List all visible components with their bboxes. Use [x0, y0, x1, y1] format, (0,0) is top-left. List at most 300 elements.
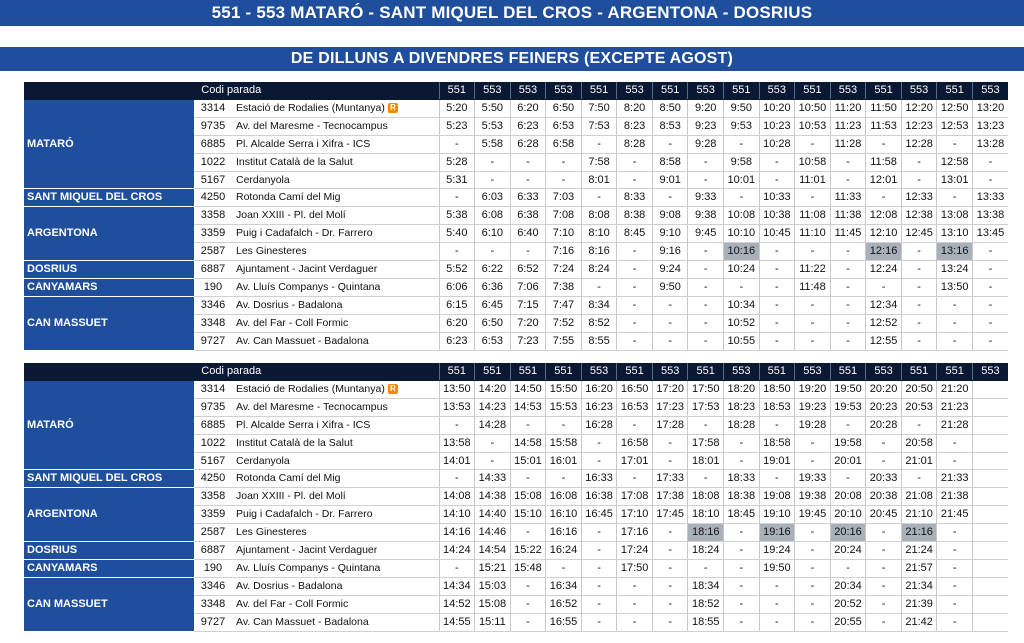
departure-time: - [546, 153, 582, 171]
departure-time: - [724, 595, 760, 613]
stop-name [232, 416, 439, 434]
departure-time: 14:24 [439, 542, 475, 560]
departure-time: 16:01 [546, 452, 582, 470]
departure-time: 9:53 [724, 117, 760, 135]
departure-time: - [475, 243, 511, 261]
departure-time: - [617, 613, 653, 631]
departure-time: 14:52 [439, 595, 475, 613]
line-number: 553 [475, 82, 511, 99]
departure-time: 16:24 [546, 542, 582, 560]
departure-time: - [510, 153, 546, 171]
departure-time: - [830, 171, 866, 189]
stop-name-text: Av. Dosrius - Badalona [236, 579, 343, 592]
departure-time: 19:50 [830, 380, 866, 398]
stop-code: 3358 [194, 207, 232, 225]
departure-time: - [866, 278, 902, 296]
departure-time: 7:38 [546, 278, 582, 296]
departure-time: - [795, 332, 831, 350]
departure-time: - [866, 542, 902, 560]
departure-time: - [795, 559, 831, 577]
departure-time: 14:20 [475, 380, 511, 398]
stop-row [24, 559, 1008, 577]
departure-time: 12:58 [937, 153, 973, 171]
departure-time: 17:53 [688, 398, 724, 416]
departure-time: 17:10 [617, 506, 653, 524]
departure-time: 6:10 [475, 225, 511, 243]
departure-time: 18:23 [724, 398, 760, 416]
departure-time: 8:58 [652, 153, 688, 171]
line-number: 551 [581, 82, 617, 99]
stop-code: 4250 [194, 470, 232, 488]
departure-time: 17:24 [617, 542, 653, 560]
zone-label: MATARÓ [24, 99, 194, 189]
stop-row [24, 380, 1008, 398]
departure-time: 8:50 [652, 99, 688, 117]
stop-name-text: Av. Lluís Companys - Quintana [236, 561, 381, 574]
departure-time: - [688, 153, 724, 171]
route-title-banner [0, 0, 1024, 26]
departure-time: - [759, 278, 795, 296]
route-name: MATARÓ - SANT MIQUEL DEL CROS - ARGENTONA - DOSRIUS [290, 3, 813, 22]
departure-time: 13:53 [439, 398, 475, 416]
departure-time: 20:08 [830, 488, 866, 506]
departure-time: 14:33 [475, 470, 511, 488]
departure-time: - [830, 314, 866, 332]
departure-time: - [439, 135, 475, 153]
departure-time: 20:33 [866, 470, 902, 488]
departure-time: - [795, 243, 831, 261]
stop-code: 1022 [194, 153, 232, 171]
departure-time: 8:28 [617, 135, 653, 153]
line-number: 553 [972, 82, 1008, 99]
departure-time: - [652, 452, 688, 470]
departure-time: - [439, 559, 475, 577]
departure-time: - [688, 243, 724, 261]
stop-name [232, 577, 439, 595]
departure-time: 10:58 [795, 153, 831, 171]
departure-time: 8:34 [581, 296, 617, 314]
stop-code: 190 [194, 278, 232, 296]
departure-time: 10:23 [759, 117, 795, 135]
departure-time: - [510, 416, 546, 434]
departure-time: 18:58 [759, 434, 795, 452]
departure-time: 21:33 [937, 470, 973, 488]
departure-time: - [581, 577, 617, 595]
departure-time: 8:55 [581, 332, 617, 350]
zone-label: DOSRIUS [24, 261, 194, 279]
departure-time: 21:42 [901, 613, 937, 631]
departure-time: 5:58 [475, 135, 511, 153]
departure-time: 16:50 [617, 380, 653, 398]
departure-time [972, 542, 1008, 560]
departure-time [972, 470, 1008, 488]
departure-time: 6:06 [439, 278, 475, 296]
stop-name-text: Institut Català de la Salut [236, 155, 353, 168]
departure-time: - [617, 332, 653, 350]
stop-name [232, 314, 439, 332]
departure-time: 16:38 [581, 488, 617, 506]
departure-time: - [688, 296, 724, 314]
departure-time: - [439, 243, 475, 261]
departure-time: 9:01 [652, 171, 688, 189]
line-number: 551 [901, 363, 937, 380]
stop-code: 9735 [194, 398, 232, 416]
departure-time: - [617, 261, 653, 279]
stop-name [232, 135, 439, 153]
departure-time: - [581, 559, 617, 577]
departure-time: - [759, 153, 795, 171]
stop-code: 6885 [194, 135, 232, 153]
departure-time: 16:16 [546, 524, 582, 542]
departure-time: 6:52 [510, 261, 546, 279]
departure-time: - [475, 153, 511, 171]
departure-time: 12:45 [901, 225, 937, 243]
departure-time [972, 595, 1008, 613]
departure-time: 11:08 [795, 207, 831, 225]
departure-time: - [475, 452, 511, 470]
departure-time: - [795, 314, 831, 332]
departure-time: 20:58 [901, 434, 937, 452]
stop-name [232, 613, 439, 631]
stop-code: 9735 [194, 117, 232, 135]
departure-time: 16:55 [546, 613, 582, 631]
stop-code: 3314 [194, 380, 232, 398]
line-number: 551 [688, 363, 724, 380]
stop-code: 6887 [194, 261, 232, 279]
departure-time: - [901, 470, 937, 488]
departure-time: - [901, 243, 937, 261]
departure-time: 12:08 [866, 207, 902, 225]
departure-time: 16:28 [581, 416, 617, 434]
stop-row [24, 261, 1008, 279]
departure-time: - [510, 171, 546, 189]
departure-time: 5:38 [439, 207, 475, 225]
stop-row [24, 470, 1008, 488]
departure-time: 8:45 [617, 225, 653, 243]
departure-time: - [937, 135, 973, 153]
departure-time: - [866, 135, 902, 153]
line-number: 551 [546, 363, 582, 380]
departure-time: 13:33 [972, 189, 1008, 207]
departure-time: 8:52 [581, 314, 617, 332]
departure-time: 6:20 [510, 99, 546, 117]
line-number: 553 [830, 82, 866, 99]
departure-time: 17:50 [688, 380, 724, 398]
stop-row [24, 296, 1008, 314]
departure-time: - [795, 189, 831, 207]
departure-time: 20:53 [901, 398, 937, 416]
departure-time: 21:01 [901, 452, 937, 470]
departure-time: - [866, 434, 902, 452]
stop-name-text: Rotonda Camí del Mig [236, 191, 341, 204]
departure-time: 5:31 [439, 171, 475, 189]
departure-time: - [866, 559, 902, 577]
departure-time: - [688, 171, 724, 189]
zone-label: SANT MIQUEL DEL CROS [24, 189, 194, 207]
stop-name-text: Av. del Far - Coll Formic [236, 597, 349, 610]
departure-time: 9:50 [724, 99, 760, 117]
departure-time: - [937, 189, 973, 207]
departure-time: - [759, 470, 795, 488]
departure-time: - [937, 559, 973, 577]
departure-time: 9:33 [688, 189, 724, 207]
departure-time: 18:55 [688, 613, 724, 631]
departure-time: - [866, 577, 902, 595]
departure-time: 17:20 [652, 380, 688, 398]
departure-time: 11:38 [830, 207, 866, 225]
departure-time: 18:01 [688, 452, 724, 470]
departure-time: 18:20 [724, 380, 760, 398]
stop-name-text: Joan XXIII - Pl. del Molí [236, 209, 346, 222]
departure-time: - [652, 613, 688, 631]
stop-name [232, 243, 439, 261]
departure-time: 7:50 [581, 99, 617, 117]
stop-name-text: Estació de Rodalies (Muntanya) [236, 382, 385, 395]
stop-code: 3358 [194, 488, 232, 506]
line-number: 551 [937, 363, 973, 380]
departure-time: 16:10 [546, 506, 582, 524]
departure-time: 19:58 [830, 434, 866, 452]
departure-time: 10:53 [795, 117, 831, 135]
departure-time: 9:24 [652, 261, 688, 279]
departure-time: 19:23 [795, 398, 831, 416]
line-number: 551 [617, 363, 653, 380]
line-number: 553 [972, 363, 1008, 380]
departure-time: 10:45 [759, 225, 795, 243]
departure-time: 8:23 [617, 117, 653, 135]
departure-time: - [830, 278, 866, 296]
departure-time: 14:40 [475, 506, 511, 524]
departure-time: 5:52 [439, 261, 475, 279]
departure-time: - [830, 416, 866, 434]
departure-time: 8:10 [581, 225, 617, 243]
line-number: 551 [475, 363, 511, 380]
departure-time: 7:08 [546, 207, 582, 225]
stop-code: 4250 [194, 189, 232, 207]
departure-time: 21:10 [901, 506, 937, 524]
departure-time: - [475, 171, 511, 189]
stop-name [232, 506, 439, 524]
departure-time: 16:52 [546, 595, 582, 613]
departure-time: 8:53 [652, 117, 688, 135]
departure-time: 17:38 [652, 488, 688, 506]
departure-time: 5:28 [439, 153, 475, 171]
departure-time: - [688, 416, 724, 434]
departure-time: - [652, 434, 688, 452]
stop-code-header: Codi parada [24, 82, 439, 99]
departure-time: 17:16 [617, 524, 653, 542]
departure-time: 19:24 [759, 542, 795, 560]
line-number: 553 [759, 82, 795, 99]
departure-time [972, 577, 1008, 595]
stop-name-text: Pl. Alcalde Serra i Xifra - ICS [236, 418, 371, 431]
departure-time: 18:53 [759, 398, 795, 416]
departure-time: 19:45 [795, 506, 831, 524]
stop-name [232, 278, 439, 296]
departure-time: - [901, 153, 937, 171]
departure-time: 10:10 [724, 225, 760, 243]
departure-time: 12:16 [866, 243, 902, 261]
departure-time: - [795, 452, 831, 470]
departure-time: 10:34 [724, 296, 760, 314]
departure-time: 13:50 [439, 380, 475, 398]
departure-time: - [866, 613, 902, 631]
departure-time: 6:22 [475, 261, 511, 279]
departure-time: 13:10 [937, 225, 973, 243]
departure-time: 21:16 [901, 524, 937, 542]
departure-time: 7:15 [510, 296, 546, 314]
departure-time: 10:38 [759, 207, 795, 225]
zone-label: CANYAMARS [24, 559, 194, 577]
departure-time: 14:55 [439, 613, 475, 631]
stop-name [232, 524, 439, 542]
line-number: 551 [759, 363, 795, 380]
departure-time: 17:01 [617, 452, 653, 470]
departure-time: 8:16 [581, 243, 617, 261]
stop-name [232, 171, 439, 189]
header-row [24, 363, 1008, 380]
departure-time [972, 452, 1008, 470]
departure-time: 17:08 [617, 488, 653, 506]
line-number: 553 [724, 363, 760, 380]
stop-code: 190 [194, 559, 232, 577]
departure-time: 9:20 [688, 99, 724, 117]
departure-time: 7:47 [546, 296, 582, 314]
departure-time [972, 559, 1008, 577]
departure-time: 20:34 [830, 577, 866, 595]
stop-name-text: Cerdanyola [236, 173, 290, 186]
departure-time: 10:52 [724, 314, 760, 332]
departure-time: 12:53 [937, 117, 973, 135]
stop-code: 6885 [194, 416, 232, 434]
departure-time: 18:28 [724, 416, 760, 434]
stop-code: 2587 [194, 524, 232, 542]
departure-time: 12:55 [866, 332, 902, 350]
departure-time: 16:58 [617, 434, 653, 452]
departure-time: 18:16 [688, 524, 724, 542]
departure-time [972, 398, 1008, 416]
departure-time: - [546, 470, 582, 488]
departure-time [972, 434, 1008, 452]
departure-time: - [830, 296, 866, 314]
departure-time: 14:50 [510, 380, 546, 398]
departure-time: 20:55 [830, 613, 866, 631]
departure-time: 9:45 [688, 225, 724, 243]
schedule-period: DE DILLUNS A DIVENDRES FEINERS (EXCEPTE AGOST) [290, 50, 734, 67]
departure-time: - [937, 595, 973, 613]
departure-time: - [795, 542, 831, 560]
departure-time [972, 416, 1008, 434]
departure-time: 16:45 [581, 506, 617, 524]
departure-time: 11:01 [795, 171, 831, 189]
departure-time: - [795, 524, 831, 542]
departure-time: - [795, 135, 831, 153]
departure-time: - [830, 153, 866, 171]
timetable-morning [24, 82, 1008, 351]
departure-time: - [688, 332, 724, 350]
departure-time: 14:34 [439, 577, 475, 595]
departure-time: 15:11 [475, 613, 511, 631]
departure-time: - [688, 470, 724, 488]
departure-time: 14:38 [475, 488, 511, 506]
departure-time: 8:33 [617, 189, 653, 207]
departure-time: - [795, 613, 831, 631]
departure-time: 19:53 [830, 398, 866, 416]
departure-time: - [937, 434, 973, 452]
departure-time: - [546, 559, 582, 577]
departure-time: - [795, 595, 831, 613]
line-number: 553 [546, 82, 582, 99]
stop-row [24, 542, 1008, 560]
departure-time: 6:38 [510, 207, 546, 225]
departure-time: - [652, 595, 688, 613]
stop-name [232, 595, 439, 613]
departure-time: 17:50 [617, 559, 653, 577]
departure-time: 9:10 [652, 225, 688, 243]
departure-time: 19:38 [795, 488, 831, 506]
departure-time: 13:24 [937, 261, 973, 279]
timetable-afternoon [24, 363, 1008, 632]
departure-time: 15:22 [510, 542, 546, 560]
departure-time: 21:08 [901, 488, 937, 506]
stop-name-text: Av. Can Massuet - Badalona [236, 334, 369, 347]
departure-time: - [724, 452, 760, 470]
departure-time: 6:23 [439, 332, 475, 350]
departure-time: 12:38 [901, 207, 937, 225]
departure-time: 11:22 [795, 261, 831, 279]
departure-time: 19:10 [759, 506, 795, 524]
stop-row [24, 99, 1008, 117]
departure-time: - [866, 595, 902, 613]
departure-time: - [652, 314, 688, 332]
stop-name [232, 99, 439, 117]
line-number: 553 [510, 82, 546, 99]
departure-time: 10:16 [724, 243, 760, 261]
stop-name-text: Les Ginesteres [236, 526, 307, 539]
departure-time: 11:45 [830, 225, 866, 243]
departure-time: - [866, 189, 902, 207]
departure-time: 11:50 [866, 99, 902, 117]
departure-time: - [581, 542, 617, 560]
departure-time: - [617, 416, 653, 434]
departure-time: 15:58 [546, 434, 582, 452]
departure-time: 13:01 [937, 171, 973, 189]
departure-time: 19:01 [759, 452, 795, 470]
departure-time: 17:33 [652, 470, 688, 488]
departure-time: - [617, 314, 653, 332]
stop-name [232, 225, 439, 243]
stop-row [24, 488, 1008, 506]
departure-time: 12:20 [901, 99, 937, 117]
line-number: 551 [439, 82, 475, 99]
departure-time: 11:20 [830, 99, 866, 117]
departure-time: - [901, 261, 937, 279]
stop-name-text: Cerdanyola [236, 454, 290, 467]
departure-time: 6:23 [510, 117, 546, 135]
departure-time: 9:38 [688, 207, 724, 225]
line-number: 553 [688, 82, 724, 99]
departure-time: 7:24 [546, 261, 582, 279]
departure-time: - [901, 332, 937, 350]
departure-time: 19:28 [795, 416, 831, 434]
departure-time: - [439, 470, 475, 488]
departure-time: 20:16 [830, 524, 866, 542]
stop-name-text: Ajuntament - Jacint Verdaguer [236, 263, 378, 276]
departure-time: - [617, 243, 653, 261]
departure-time: 20:24 [830, 542, 866, 560]
departure-time: 8:38 [617, 207, 653, 225]
departure-time [972, 488, 1008, 506]
